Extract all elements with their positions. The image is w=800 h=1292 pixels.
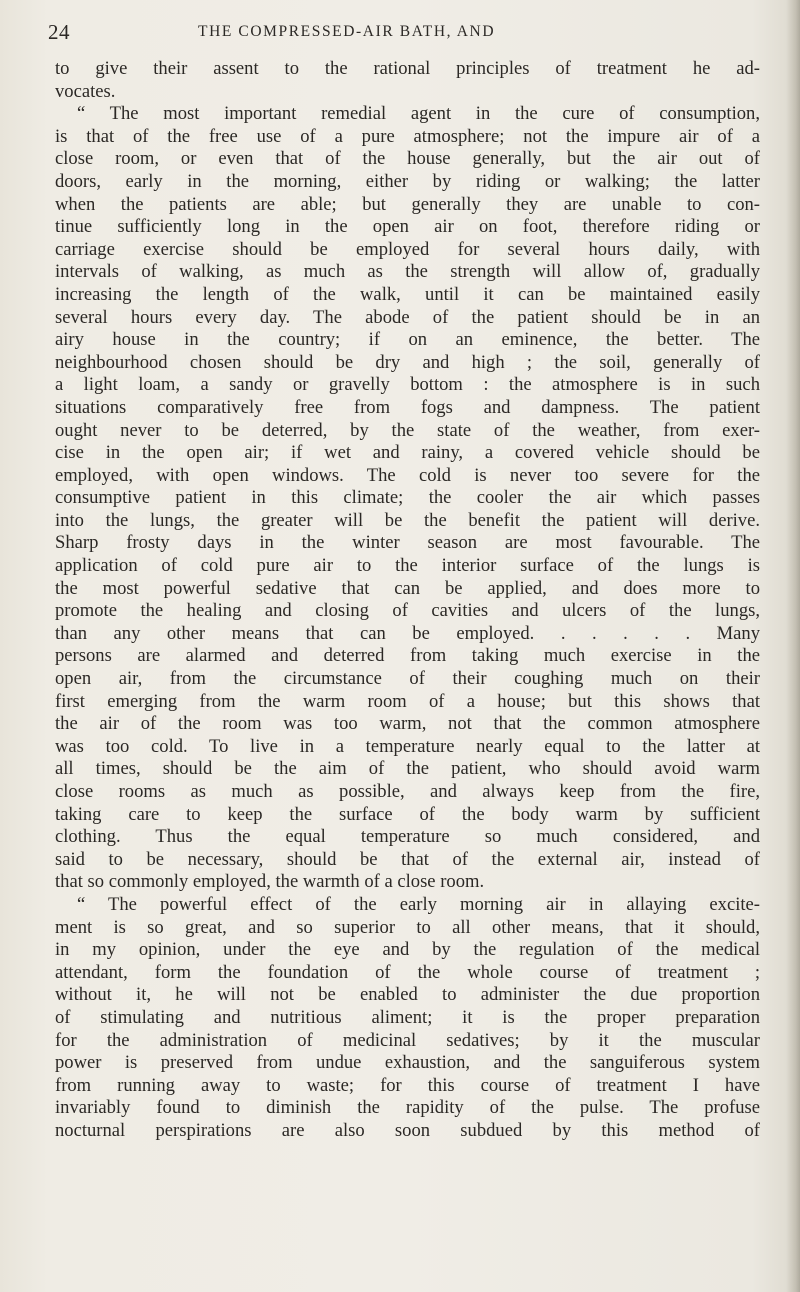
text-line: consumptive patient in this climate; the cooler the air which passes	[55, 487, 760, 509]
paragraph-start-line: “ The powerful effect of the early morning air in allaying excite-	[77, 893, 760, 915]
text-line: attendant, form the foundation of the whole course of treatment ;	[55, 961, 760, 983]
text-line: promote the healing and closing of cavities and ulcers of the lungs,	[55, 600, 760, 622]
text-line: in my opinion, under the eye and by the regulation of the medical	[55, 939, 760, 961]
text-line: nocturnal perspirations are also soon subdued by this method of	[55, 1119, 760, 1141]
text-line: ment is so great, and so superior to all other means, that it should,	[55, 916, 760, 938]
text-line: that so commonly employed, the warmth of a close room.	[55, 871, 485, 893]
text-line: employed, with open windows. The cold is never too severe for the	[55, 464, 760, 486]
text-line: power is preserved from undue exhaustion, and the sanguiferous system	[55, 1052, 760, 1074]
text-line: of stimulating and nutritious aliment; it is the proper preparation	[55, 1006, 760, 1028]
text-line: doors, early in the morning, either by riding or walking; the latter	[55, 170, 760, 192]
paragraph-start-line: “ The most important remedial agent in the cure of consumption,	[77, 103, 760, 125]
text-line: from running away to waste; for this course of treatment I have	[55, 1074, 760, 1096]
text-line: increasing the length of the walk, until it can be maintained easily	[55, 283, 760, 305]
text-line: persons are alarmed and deterred from taking much exercise in the	[55, 645, 760, 667]
page-edge-shadow	[786, 0, 800, 1292]
text-line: all times, should be the aim of the patient, who should avoid warm	[55, 758, 760, 780]
text-line: is that of the free use of a pure atmosphere; not the impure air of a	[55, 125, 760, 147]
running-head: THE COMPRESSED-AIR BATH, AND	[198, 23, 496, 40]
text-line: ought never to be deterred, by the state of the weather, from exer-	[55, 419, 760, 441]
text-line: than any other means that can be employed. . . . . . Many	[55, 622, 760, 644]
text-line: a light loam, a sandy or gravelly bottom : the atmosphere is in such	[55, 374, 760, 396]
text-line: neighbourhood chosen should be dry and high ; the soil, generally of	[55, 351, 760, 373]
text-line: said to be necessary, should be that of the external air, instead of	[55, 848, 760, 870]
text-line: tinue sufficiently long in the open air on foot, therefore riding or	[55, 216, 760, 238]
text-line: invariably found to diminish the rapidity of the pulse. The profuse	[55, 1097, 760, 1119]
text-line: into the lungs, the greater will be the benefit the patient will derive.	[55, 509, 760, 531]
text-line: vocates.	[55, 80, 116, 102]
page-header	[48, 20, 753, 44]
text-line: the air of the room was too warm, not that the common atmosphere	[55, 713, 760, 735]
text-line: taking care to keep the surface of the body warm by sufficient	[55, 803, 760, 825]
text-line: application of cold pure air to the interior surface of the lungs is	[55, 555, 760, 577]
text-line: several hours every day. The abode of the patient should be in an	[55, 306, 760, 328]
text-line: situations comparatively free from fogs and dampness. The patient	[55, 396, 760, 418]
text-line: clothing. Thus the equal temperature so much considered, and	[55, 826, 760, 848]
page-number: 24	[48, 20, 70, 44]
text-line: the most powerful sedative that can be applied, and does more to	[55, 577, 760, 599]
text-line: cise in the open air; if wet and rainy, a covered vehicle should be	[55, 442, 760, 464]
text-line: airy house in the country; if on an eminence, the better. The	[55, 329, 760, 351]
text-line: open air, from the circumstance of their coughing much on their	[55, 668, 760, 690]
body-text	[55, 58, 760, 1143]
text-line: without it, he will not be enabled to administer the due proportion	[55, 984, 760, 1006]
text-line: close rooms as much as possible, and always keep from the fire,	[55, 781, 760, 802]
text-line: carriage exercise should be employed for several hours daily, with	[55, 238, 760, 260]
text-line: first emerging from the warm room of a house; but this shows that	[55, 690, 760, 712]
text-line: when the patients are able; but generally they are unable to con-	[55, 193, 760, 215]
text-line: for the administration of medicinal sedatives; by it the muscular	[55, 1029, 760, 1051]
text-line: Sharp frosty days in the winter season are most favourable. The	[55, 532, 760, 554]
text-line: was too cold. To live in a temperature nearly equal to the latter at	[55, 735, 760, 757]
text-line: to give their assent to the rational principles of treatment he ad-	[55, 58, 760, 79]
text-line: intervals of walking, as much as the strength will allow of, gradually	[55, 261, 760, 283]
text-line: close room, or even that of the house generally, but the air out of	[55, 148, 760, 170]
